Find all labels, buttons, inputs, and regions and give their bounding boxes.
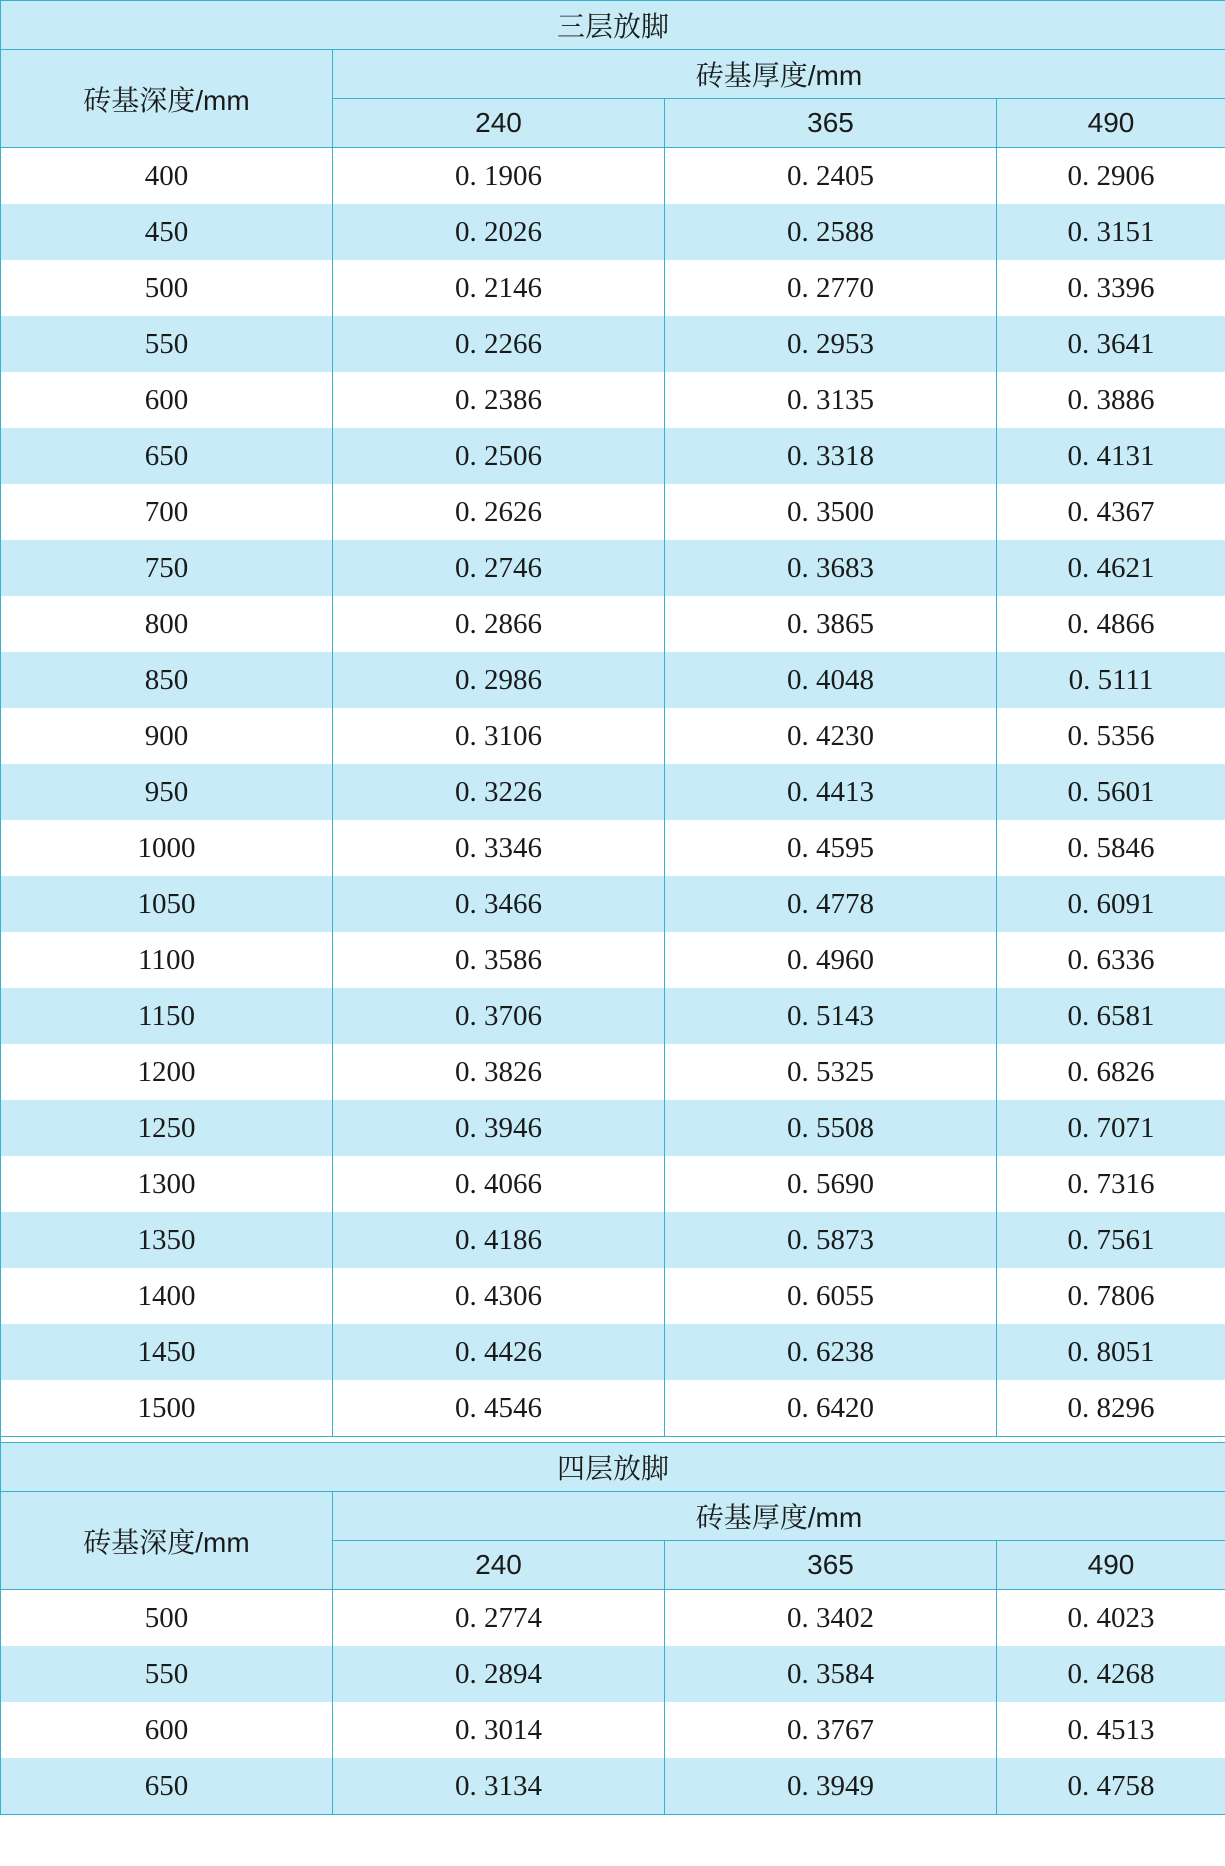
value-cell: 0. 3946 <box>333 1100 665 1156</box>
value-cell: 0. 2146 <box>333 260 665 316</box>
depth-cell: 1050 <box>1 876 333 932</box>
value-cell: 0. 2588 <box>665 204 997 260</box>
thickness-header: 砖基厚度/mm <box>333 1492 1225 1541</box>
thickness-header: 砖基厚度/mm <box>333 50 1225 99</box>
value-cell: 0. 3135 <box>665 372 997 428</box>
depth-cell: 600 <box>1 372 333 428</box>
value-cell: 0. 7316 <box>997 1156 1225 1212</box>
value-cell: 0. 4131 <box>997 428 1225 484</box>
depth-cell: 1100 <box>1 932 333 988</box>
value-cell: 0. 4866 <box>997 596 1225 652</box>
depth-header: 砖基深度/mm <box>1 1492 333 1590</box>
table-row <box>1 1324 1225 1380</box>
section-title-row <box>1 1 1225 50</box>
table-row <box>1 1380 1225 1437</box>
value-cell: 0. 3584 <box>665 1646 997 1702</box>
thickness-column-header: 240 <box>333 1541 665 1590</box>
value-cell: 0. 6055 <box>665 1268 997 1324</box>
table-row <box>1 204 1225 260</box>
thickness-column-header: 240 <box>333 99 665 148</box>
value-cell: 0. 3318 <box>665 428 997 484</box>
value-cell: 0. 5846 <box>997 820 1225 876</box>
value-cell: 0. 2386 <box>333 372 665 428</box>
value-cell: 0. 2894 <box>333 1646 665 1702</box>
value-cell: 0. 3683 <box>665 540 997 596</box>
value-cell: 0. 6336 <box>997 932 1225 988</box>
value-cell: 0. 2774 <box>333 1590 665 1647</box>
depth-cell: 1200 <box>1 1044 333 1100</box>
value-cell: 0. 3949 <box>665 1758 997 1815</box>
value-cell: 0. 4778 <box>665 876 997 932</box>
value-cell: 0. 3500 <box>665 484 997 540</box>
depth-cell: 1150 <box>1 988 333 1044</box>
table-row <box>1 316 1225 372</box>
section-title: 三层放脚 <box>1 1 1225 50</box>
depth-cell: 650 <box>1 428 333 484</box>
value-cell: 0. 3886 <box>997 372 1225 428</box>
depth-cell: 500 <box>1 260 333 316</box>
table-row <box>1 708 1225 764</box>
table-row <box>1 484 1225 540</box>
value-cell: 0. 8051 <box>997 1324 1225 1380</box>
value-cell: 0. 4048 <box>665 652 997 708</box>
value-cell: 0. 4066 <box>333 1156 665 1212</box>
depth-cell: 1300 <box>1 1156 333 1212</box>
value-cell: 0. 6420 <box>665 1380 997 1437</box>
value-cell: 0. 2986 <box>333 652 665 708</box>
value-cell: 0. 3826 <box>333 1044 665 1100</box>
value-cell: 0. 5873 <box>665 1212 997 1268</box>
value-cell: 0. 3346 <box>333 820 665 876</box>
depth-cell: 550 <box>1 316 333 372</box>
depth-cell: 1250 <box>1 1100 333 1156</box>
value-cell: 0. 3014 <box>333 1702 665 1758</box>
value-cell: 0. 4023 <box>997 1590 1225 1647</box>
table-row <box>1 1212 1225 1268</box>
depth-cell: 1000 <box>1 820 333 876</box>
value-cell: 0. 4960 <box>665 932 997 988</box>
value-cell: 0. 7071 <box>997 1100 1225 1156</box>
depth-cell: 700 <box>1 484 333 540</box>
value-cell: 0. 2266 <box>333 316 665 372</box>
thickness-column-header: 490 <box>997 99 1225 148</box>
value-cell: 0. 2953 <box>665 316 997 372</box>
table-row <box>1 764 1225 820</box>
value-cell: 0. 3865 <box>665 596 997 652</box>
table-row <box>1 428 1225 484</box>
value-cell: 0. 5508 <box>665 1100 997 1156</box>
value-cell: 0. 4546 <box>333 1380 665 1437</box>
thickness-column-header: 490 <box>997 1541 1225 1590</box>
depth-cell: 750 <box>1 540 333 596</box>
value-cell: 0. 2906 <box>997 148 1225 205</box>
value-cell: 0. 4186 <box>333 1212 665 1268</box>
value-cell: 0. 4621 <box>997 540 1225 596</box>
value-cell: 0. 3706 <box>333 988 665 1044</box>
value-cell: 0. 4595 <box>665 820 997 876</box>
table-row <box>1 260 1225 316</box>
value-cell: 0. 3402 <box>665 1590 997 1647</box>
section-title-row <box>1 1443 1225 1492</box>
depth-cell: 1350 <box>1 1212 333 1268</box>
table-row <box>1 1156 1225 1212</box>
table-row <box>1 1268 1225 1324</box>
table-row <box>1 876 1225 932</box>
value-cell: 0. 1906 <box>333 148 665 205</box>
table-row <box>1 1702 1225 1758</box>
value-cell: 0. 4268 <box>997 1646 1225 1702</box>
table-row <box>1 540 1225 596</box>
table-row <box>1 1590 1225 1647</box>
depth-cell: 600 <box>1 1702 333 1758</box>
value-cell: 0. 4513 <box>997 1702 1225 1758</box>
table-row <box>1 652 1225 708</box>
value-cell: 0. 6238 <box>665 1324 997 1380</box>
value-cell: 0. 2026 <box>333 204 665 260</box>
value-cell: 0. 3586 <box>333 932 665 988</box>
table-row <box>1 1646 1225 1702</box>
value-cell: 0. 6091 <box>997 876 1225 932</box>
depth-cell: 500 <box>1 1590 333 1647</box>
depth-cell: 400 <box>1 148 333 205</box>
table-row <box>1 596 1225 652</box>
table-row <box>1 820 1225 876</box>
depth-cell: 950 <box>1 764 333 820</box>
value-cell: 0. 8296 <box>997 1380 1225 1437</box>
table-row <box>1 932 1225 988</box>
value-cell: 0. 3466 <box>333 876 665 932</box>
value-cell: 0. 2405 <box>665 148 997 205</box>
depth-cell: 650 <box>1 1758 333 1815</box>
value-cell: 0. 5111 <box>997 652 1225 708</box>
value-cell: 0. 5325 <box>665 1044 997 1100</box>
value-cell: 0. 4758 <box>997 1758 1225 1815</box>
value-cell: 0. 5143 <box>665 988 997 1044</box>
value-cell: 0. 6826 <box>997 1044 1225 1100</box>
depth-cell: 850 <box>1 652 333 708</box>
value-cell: 0. 3767 <box>665 1702 997 1758</box>
depth-cell: 1500 <box>1 1380 333 1437</box>
table-row <box>1 1044 1225 1100</box>
value-cell: 0. 3106 <box>333 708 665 764</box>
value-cell: 0. 2626 <box>333 484 665 540</box>
thickness-column-header: 365 <box>665 1541 997 1590</box>
table-row <box>1 148 1225 205</box>
value-cell: 0. 2866 <box>333 596 665 652</box>
depth-cell: 550 <box>1 1646 333 1702</box>
value-cell: 0. 2506 <box>333 428 665 484</box>
value-cell: 0. 3151 <box>997 204 1225 260</box>
depth-cell: 900 <box>1 708 333 764</box>
section-title: 四层放脚 <box>1 1443 1225 1492</box>
depth-cell: 800 <box>1 596 333 652</box>
table-row <box>1 988 1225 1044</box>
value-cell: 0. 3396 <box>997 260 1225 316</box>
table-row <box>1 372 1225 428</box>
value-cell: 0. 4426 <box>333 1324 665 1380</box>
depth-header: 砖基深度/mm <box>1 50 333 148</box>
value-cell: 0. 3641 <box>997 316 1225 372</box>
value-cell: 0. 7806 <box>997 1268 1225 1324</box>
value-cell: 0. 7561 <box>997 1212 1225 1268</box>
thickness-column-header: 365 <box>665 99 997 148</box>
value-cell: 0. 2746 <box>333 540 665 596</box>
depth-cell: 1450 <box>1 1324 333 1380</box>
value-cell: 0. 5356 <box>997 708 1225 764</box>
table-row <box>1 1100 1225 1156</box>
table-row <box>1 1758 1225 1815</box>
value-cell: 0. 3226 <box>333 764 665 820</box>
value-cell: 0. 5601 <box>997 764 1225 820</box>
value-cell: 0. 5690 <box>665 1156 997 1212</box>
depth-cell: 1400 <box>1 1268 333 1324</box>
value-cell: 0. 4367 <box>997 484 1225 540</box>
depth-cell: 450 <box>1 204 333 260</box>
value-cell: 0. 4306 <box>333 1268 665 1324</box>
value-cell: 0. 2770 <box>665 260 997 316</box>
value-cell: 0. 4230 <box>665 708 997 764</box>
header-row <box>1 50 1225 99</box>
value-cell: 0. 4413 <box>665 764 997 820</box>
value-cell: 0. 6581 <box>997 988 1225 1044</box>
value-cell: 0. 3134 <box>333 1758 665 1815</box>
header-row <box>1 1492 1225 1541</box>
